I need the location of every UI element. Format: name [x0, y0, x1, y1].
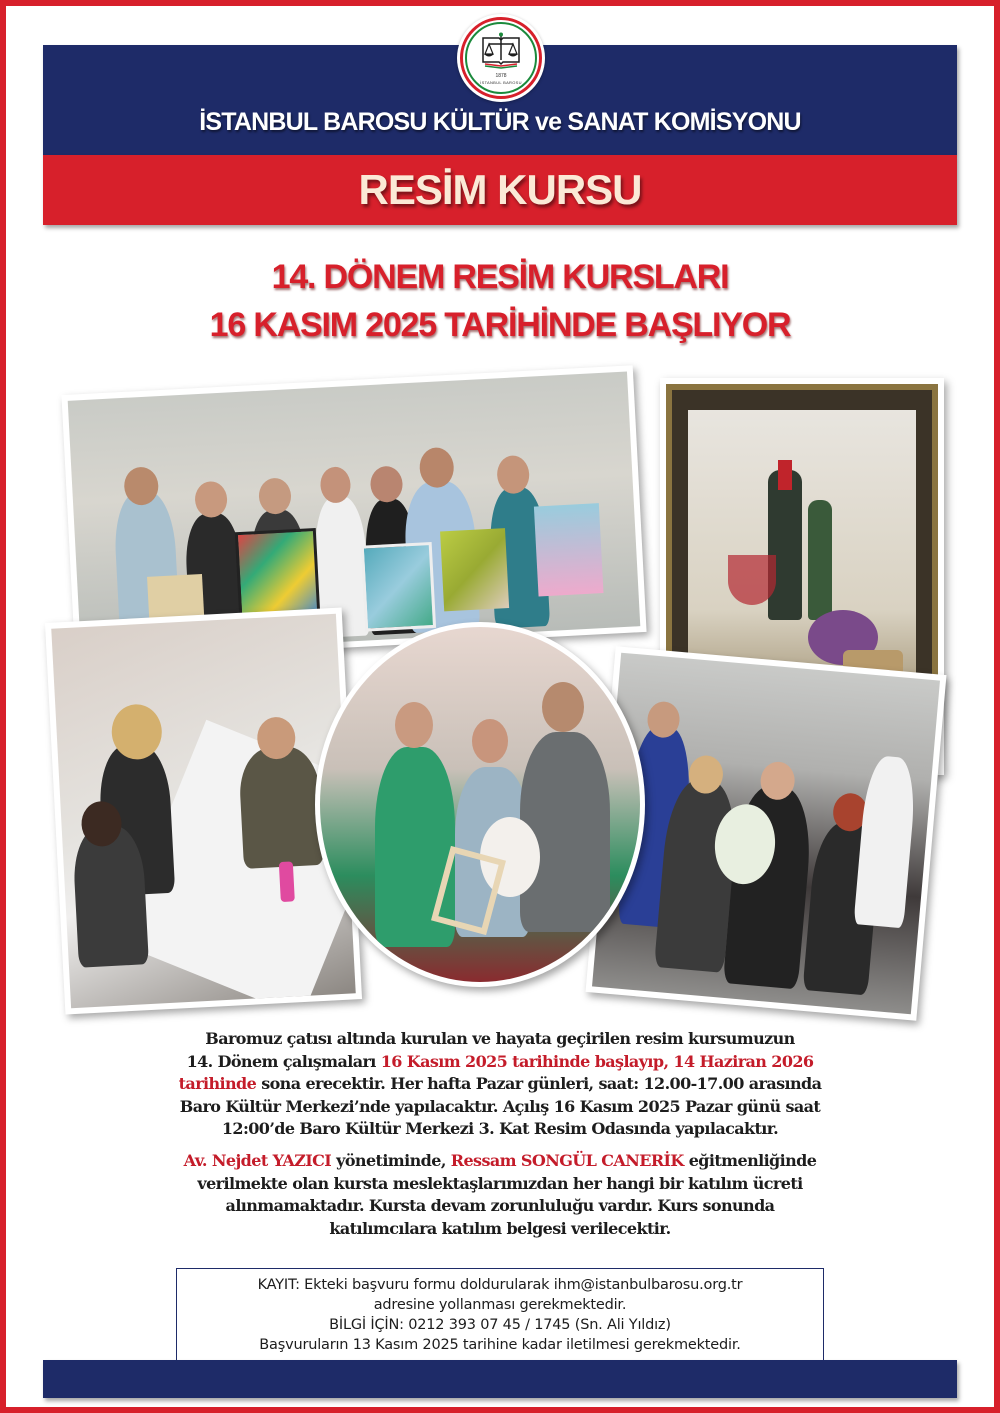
course-instructors-paragraph	[100, 1150, 900, 1240]
instructor-name: Ressam SONGÜL CANERİK	[450, 1151, 684, 1170]
instructors-line-3: alınmamaktadır. Kursta devam zorunluluğu vardır. Kurs sonunda	[225, 1196, 775, 1215]
instructors-line-4: katılımcılara katılım belgesi verilecektir.	[329, 1218, 671, 1238]
instructors-line-2: verilmekte olan kursta meslektaşlarımızdan her hangi bir katılım ücreti	[197, 1173, 803, 1193]
course-title: RESİM KURSU	[358, 166, 642, 213]
course-details-line-3: tarihinde sona erecektir. Her hafta Pazar günleri, saat: 12.00-17.00 arasında	[178, 1074, 822, 1093]
instructors-with-bust-photo	[315, 622, 645, 987]
headline-term: 14. DÖNEM RESİM KURSLARI	[271, 258, 729, 296]
course-details-paragraph	[100, 1028, 900, 1141]
contact-info: BİLGİ İÇİN: 0212 393 07 45 / 1745 (Sn. Ali Yıldız)	[329, 1317, 671, 1333]
course-details-line-1: Baromuz çatısı altında kurulan ve hayata geçirilen resim kursumuzun	[205, 1029, 795, 1048]
registration-line-2: adresine yollanması gerekmektedir.	[373, 1297, 627, 1313]
course-dates-highlight-end: tarihinde	[178, 1074, 257, 1093]
bar-association-logo	[457, 14, 545, 102]
course-details-line-2: 14. Dönem çalışmaları 16 Kasım 2025 tarihinde başlayıp, 14 Haziran 2026	[186, 1051, 814, 1071]
registration-line-1: KAYIT: Ekteki başvuru formu doldurularak ihm@istanbulbarosu.org.tr	[257, 1277, 743, 1293]
footer-navy-band	[43, 1360, 957, 1398]
course-dates-highlight: 16 Kasım 2025 tarihinde başlayıp, 14 Haziran 2026	[380, 1051, 814, 1071]
logo-name: İSTANBUL BAROSU	[480, 80, 522, 85]
headline-start-date: 16 KASIM 2025 TARİHİNDE BAŞLIYOR	[209, 306, 791, 344]
course-details-line-5: 12:00’de Baro Kültür Merkezi 3. Kat Resim Odasında yapılacaktır.	[221, 1119, 779, 1138]
course-details-line-4: Baro Kültür Merkezi’nde yapılacaktır. Açılış 16 Kasım 2025 Pazar günü saat	[179, 1096, 821, 1116]
registration-info-box	[176, 1268, 824, 1363]
instructors-line-1: Av. Nejdet YAZICI yönetiminde, Ressam SONGÜL CANERİK eğitmenliğinde	[183, 1151, 817, 1170]
director-name: Av. Nejdet YAZICI	[183, 1151, 332, 1170]
application-deadline: Başvuruların 13 Kasım 2025 tarihine kadar iletilmesi gerekmektedir.	[259, 1337, 741, 1353]
organization-title: İSTANBUL BAROSU KÜLTÜR ve SANAT KOMİSYONU	[199, 108, 801, 136]
scales-of-justice-book-icon	[479, 32, 523, 72]
logo-year: 1878	[495, 73, 507, 79]
